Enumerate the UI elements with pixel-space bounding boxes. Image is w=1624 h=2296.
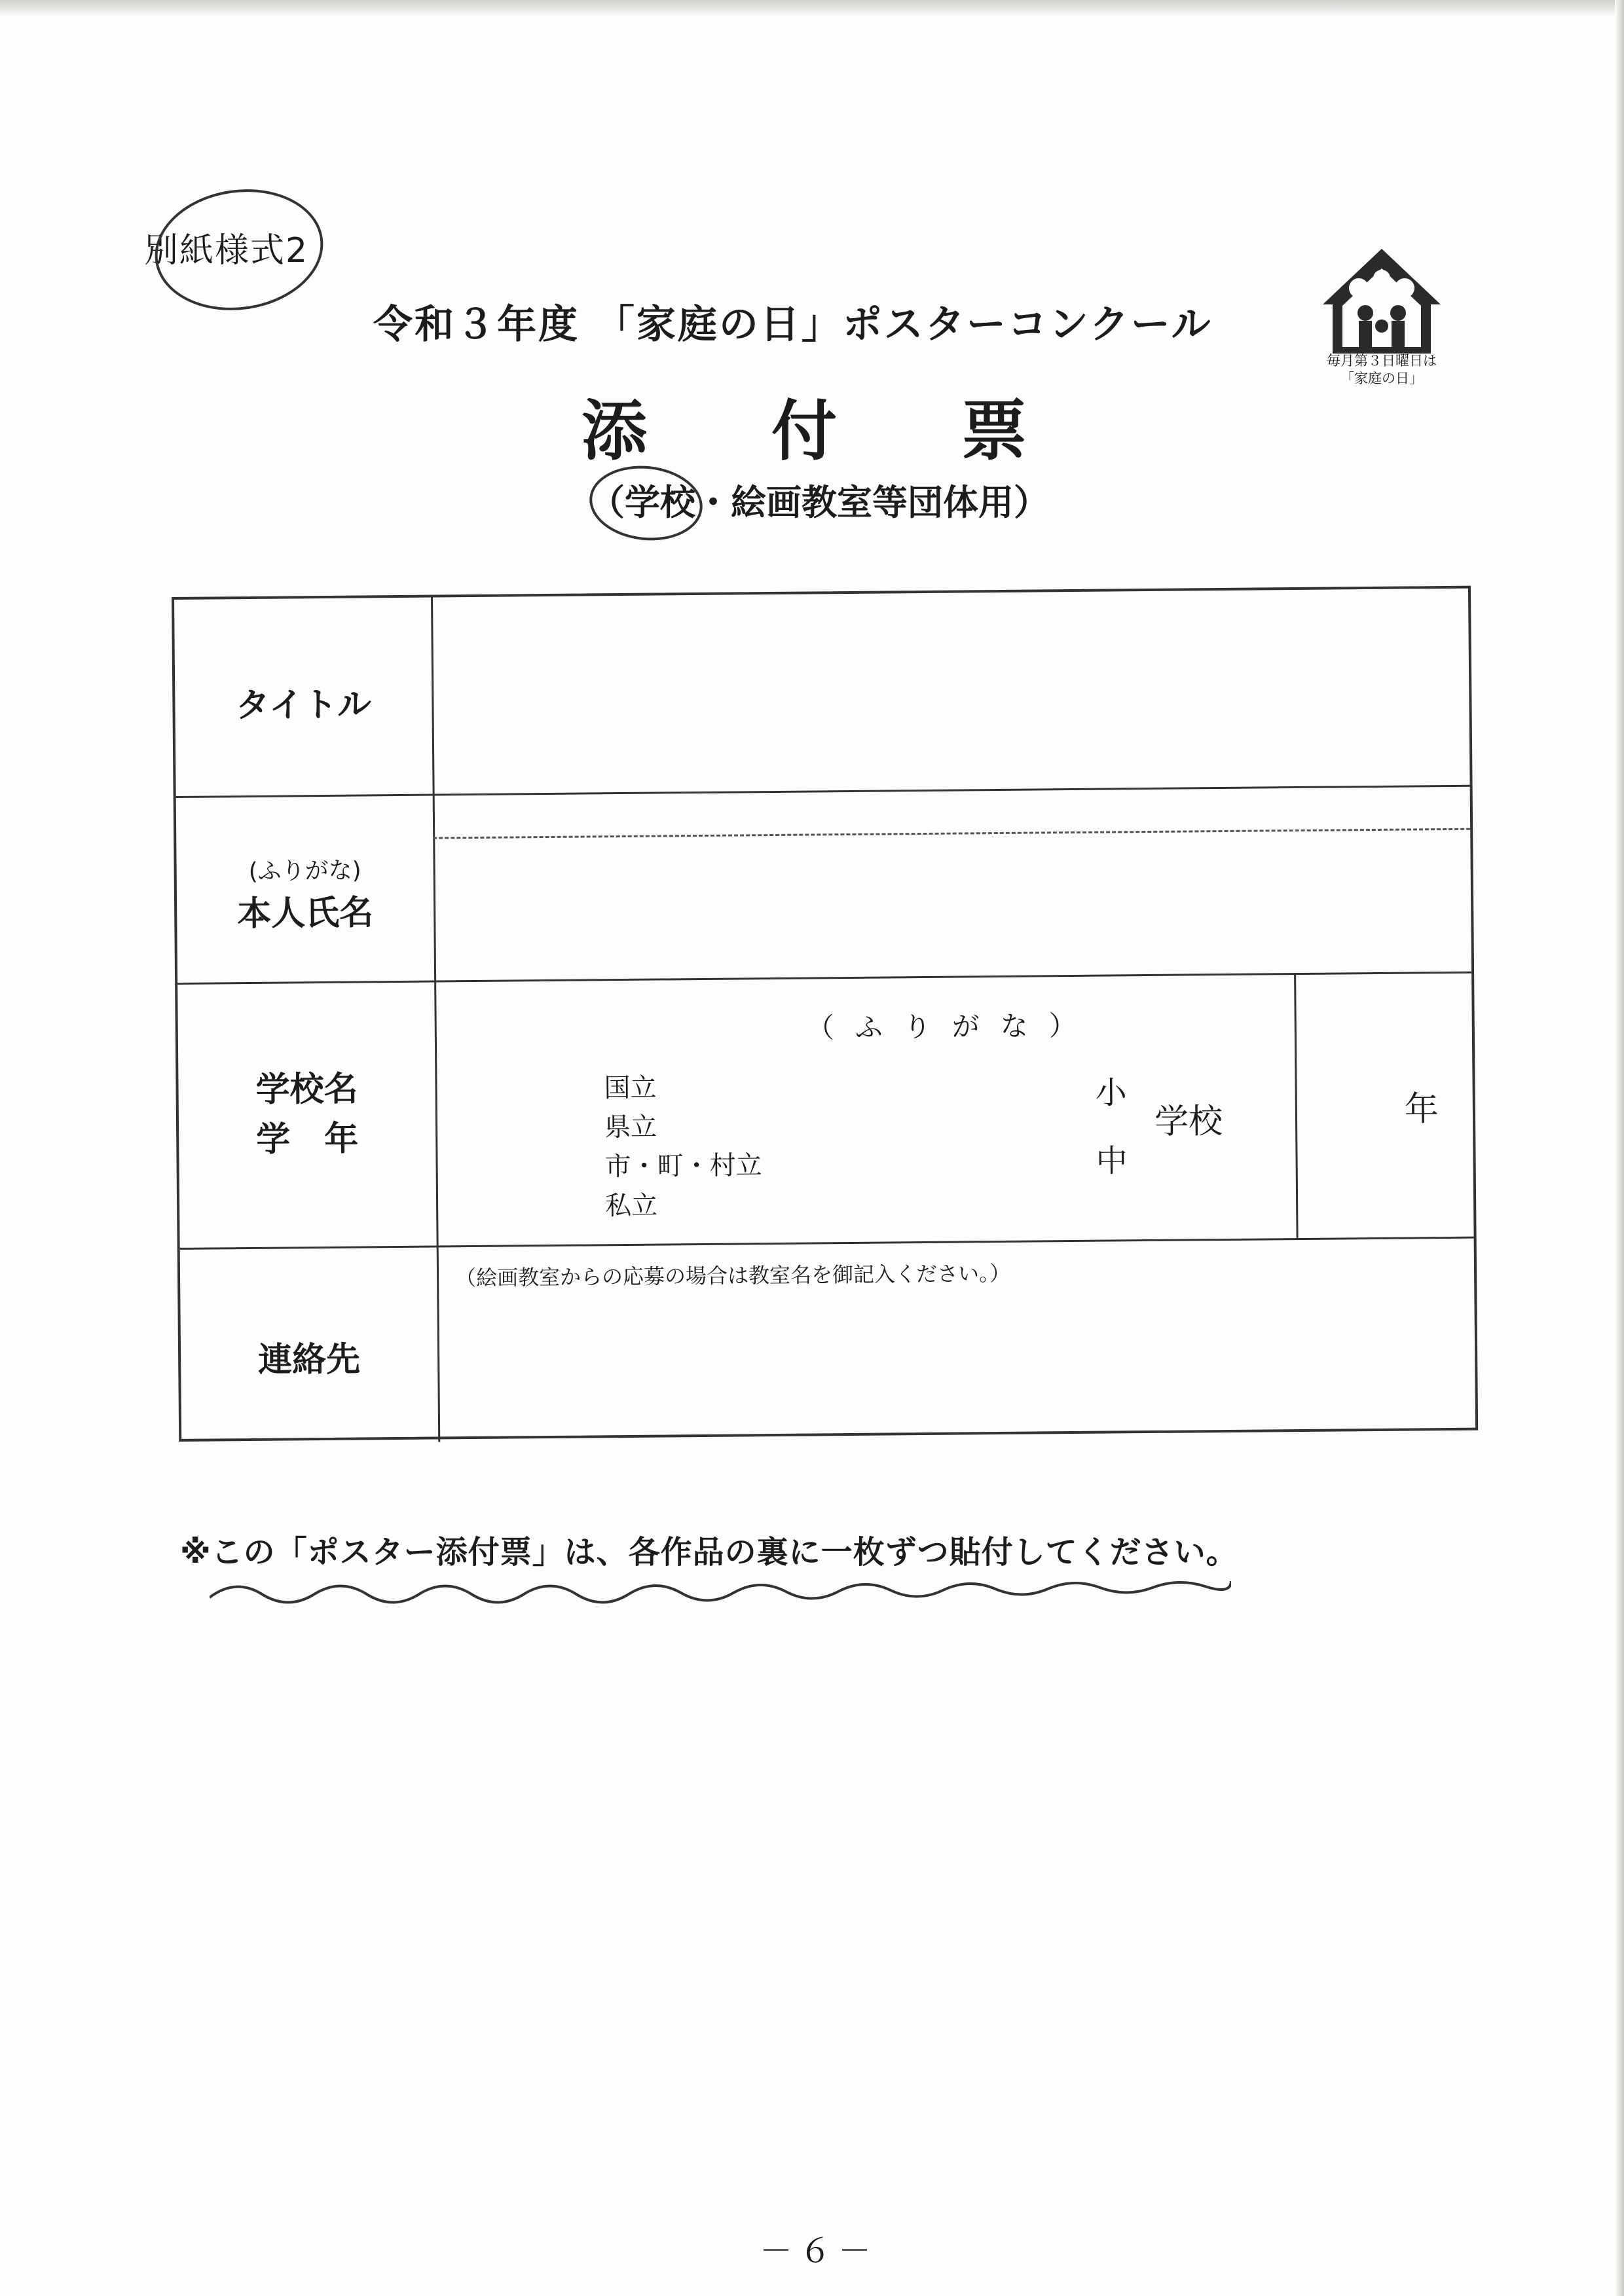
footer-note: ※この「ポスター添付票」は、各作品の裏に一枚ずつ貼付してください。 [180,1534,1238,1571]
logo-caption-line2: 「家庭の日」 [1340,371,1423,386]
school-type-private[interactable]: 私立 [604,1190,658,1222]
school-level-elementary[interactable]: 小 [1095,1074,1127,1112]
title-field[interactable] [436,595,1466,788]
attachment-form-table [172,586,1478,1442]
title-label: タイトル [235,685,372,726]
grade-label: 学 年 [255,1119,359,1159]
contact-field[interactable] [442,1283,1471,1436]
name-furigana-field[interactable] [438,789,1466,835]
usage-rest: ・絵画教室等団体用） [695,482,1049,523]
name-label: 本人氏名 [236,893,374,934]
school-circle-mark [586,460,707,545]
school-type-national[interactable]: 国立 [604,1072,657,1104]
school-suffix: 学校 [1154,1102,1223,1142]
form-id-circle-mark [147,179,331,321]
sheet-title: 添付票 [581,393,1151,469]
grade-suffix: 年 [1404,1089,1439,1129]
contact-note: （絵画教室からの応募の場合は教室名を御記入ください。） [454,1260,1011,1291]
school-name-label: 学校名 [255,1069,358,1110]
name-furigana-label: (ふりがな) [248,857,361,885]
page-number: －６－ [760,2232,877,2270]
scan-shadow-top [0,0,1624,17]
contact-label: 連絡先 [257,1339,361,1380]
school-furigana-label: （ふりがな） [806,1009,1098,1044]
form-id: 別紙様式2 [144,231,309,270]
logo-caption [1306,352,1457,388]
school-level-junior-high[interactable]: 中 [1096,1142,1128,1180]
school-type-prefectural[interactable]: 県立 [604,1112,657,1143]
scan-shadow-right [1615,0,1624,2296]
usage-open-paren: （ [589,482,625,523]
school-type-municipal[interactable]: 市・町・村立 [604,1150,762,1182]
logo-caption-line1: 毎月第３日曜日は [1327,353,1437,369]
school-type-list [604,1067,762,1226]
row-divider-3 [180,1237,1474,1250]
school-label-group [178,1064,435,1165]
usage-school: 学校 [625,482,695,523]
name-label-group [176,850,434,936]
contest-title: 令和３年度 「家庭の日」ポスターコンクール [373,302,1213,348]
wavy-underline-mark [210,1568,1231,1614]
grade-column-divider [1294,973,1299,1238]
row-divider-2 [177,972,1471,985]
school-level-options [1095,1059,1128,1195]
name-field[interactable] [438,832,1467,975]
